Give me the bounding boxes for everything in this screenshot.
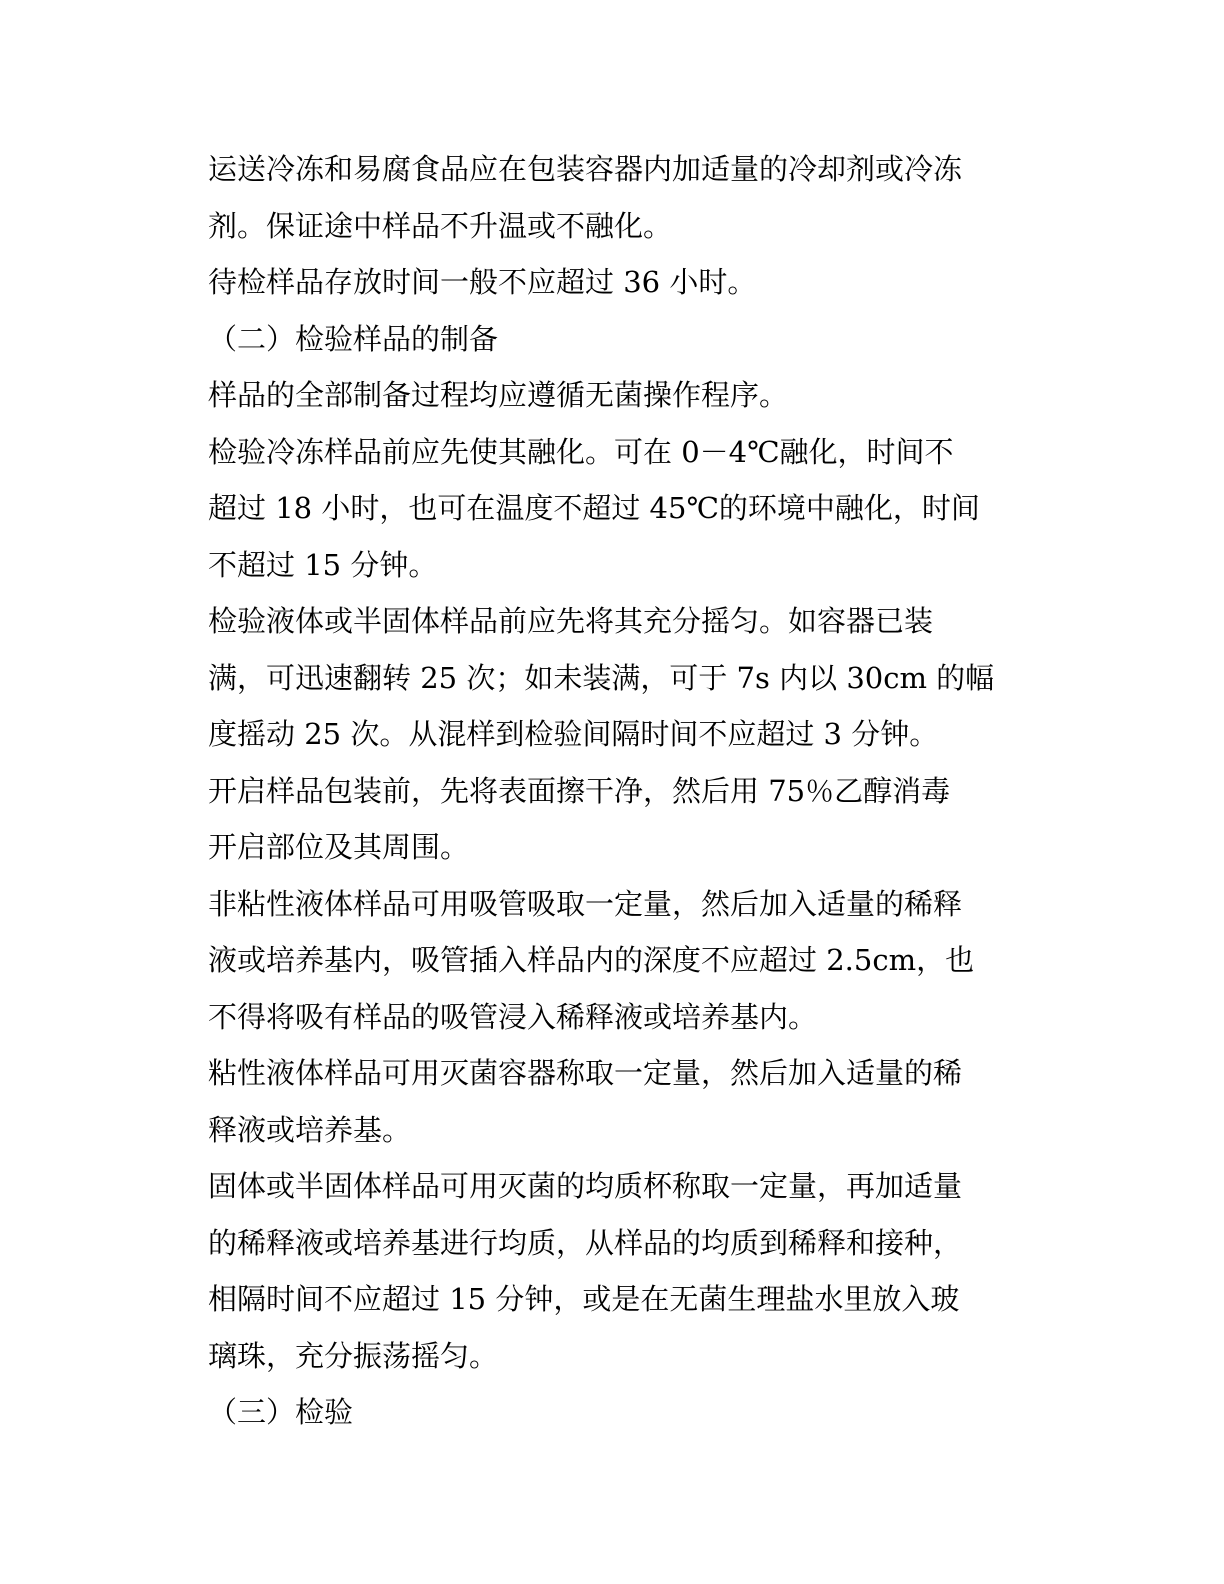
text-line: 相隔时间不应超过 15 分钟，或是在无菌生理盐水里放入玻 bbox=[208, 1282, 960, 1316]
text-line: 样品的全部制备过程均应遵循无菌操作程序。 bbox=[208, 378, 789, 412]
text-line: 检验冷冻样品前应先使其融化。可在 0－4℃融化，时间不 bbox=[208, 434, 954, 469]
text-line: 液或培养基内，吸管插入样品内的深度不应超过 2.5cm，也 bbox=[208, 943, 975, 977]
text-line: 释液或培养基。 bbox=[208, 1112, 412, 1147]
text-line: 粘性液体样品可用灭菌容器称取一定量，然后加入适量的稀 bbox=[208, 1056, 963, 1090]
text-line: 的稀释液或培养基进行均质，从样品的均质到稀释和接种， bbox=[208, 1225, 963, 1260]
text-line: 璃珠，充分振荡摇匀。 bbox=[208, 1338, 499, 1373]
text-line: 待检样品存放时间一般不应超过 36 小时。 bbox=[208, 265, 757, 299]
text-line: 固体或半固体样品可用灭菌的均质杯称取一定量，再加适量 bbox=[208, 1169, 963, 1203]
text-line: 运送冷冻和易腐食品应在包装容器内加适量的冷却剂或冷冻 bbox=[208, 152, 963, 186]
section-heading: （三）检验 bbox=[208, 1395, 354, 1429]
text-line: 满，可迅速翻转 25 次；如未装满，可于 7s 内以 30cm 的幅 bbox=[208, 660, 995, 695]
section-heading: （二）检验样品的制备 bbox=[208, 321, 499, 356]
text-line: 超过 18 小时，也可在温度不超过 45℃的环境中融化，时间 bbox=[208, 491, 980, 525]
text-line: 剂。保证途中样品不升温或不融化。 bbox=[208, 208, 673, 243]
text-line: 度摇动 25 次。从混样到检验间隔时间不应超过 3 分钟。 bbox=[208, 717, 939, 751]
document-page bbox=[208, 141, 1008, 1441]
text-line: 开启样品包装前，先将表面擦干净，然后用 75％乙醇消毒 bbox=[208, 773, 951, 808]
text-line: 检验液体或半固体样品前应先将其充分摇匀。如容器已装 bbox=[208, 604, 934, 638]
text-line: 不超过 15 分钟。 bbox=[208, 547, 438, 582]
text-line: 不得将吸有样品的吸管浸入稀释液或培养基内。 bbox=[208, 999, 818, 1034]
text-line: 非粘性液体样品可用吸管吸取一定量，然后加入适量的稀释 bbox=[208, 886, 963, 921]
text-line: 开启部位及其周围。 bbox=[208, 830, 470, 864]
